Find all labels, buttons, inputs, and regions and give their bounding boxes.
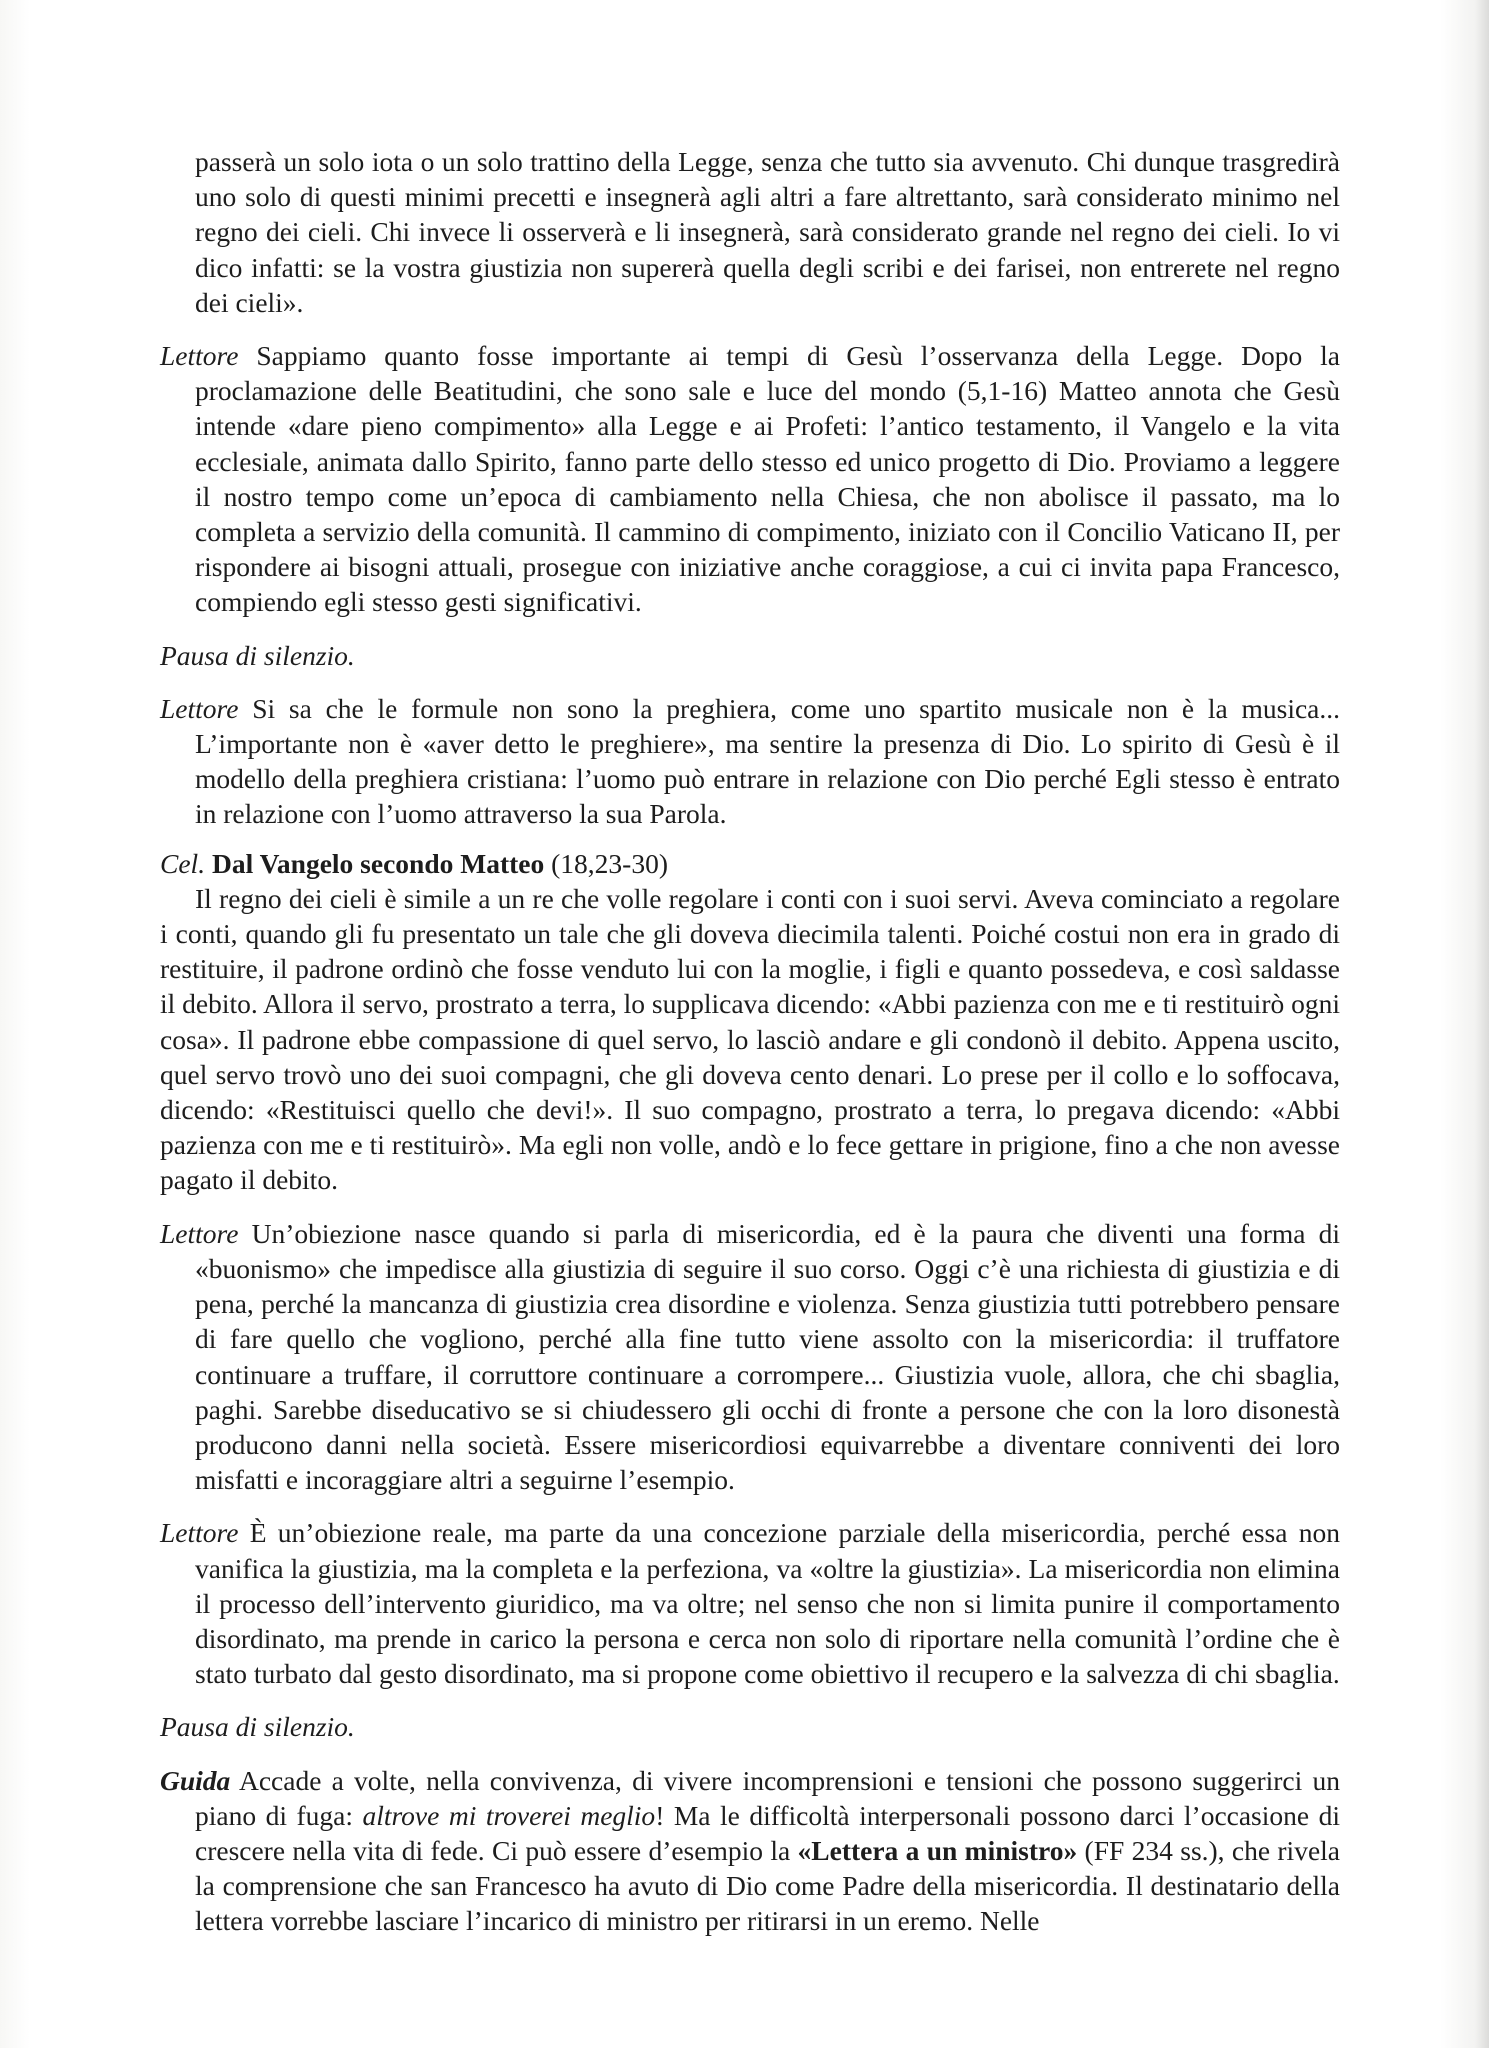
page-edge-shadow <box>1475 0 1489 2048</box>
paragraph-text: Un’obiezione nasce quando si parla di misericordia, ed è la paura che diventi una forma di «buonismo» che impedisce alla giustizia di seguire il suo corso. Oggi c’è una richiesta di giustizia e di pena, perché la mancanza di giustizia crea disordine e violenza. Senza giustizia tutti potrebbero pensare di fare quello che vogliono, perché alla fine tutto viene assolto con la misericordia: il truffatore continuare a truffare, il corruttore continuare a corrompere... Giustizia vuole, allora, che chi sbaglia, paghi. Sarebbe diseducativo se si chiudessero gli occhi di fronte a persone che con la loro disonestà producono danni nella società. Essere misericordiosi equivarrebbe a diventare conniventi dei loro misfatti e incoraggiare altri a seguirne l’esempio. <box>195 1217 1340 1496</box>
document-body <box>160 144 1340 1939</box>
speaker-label: Lettore <box>160 1517 239 1549</box>
bold-title-reference: «Lettera a un ministro» <box>797 1834 1078 1866</box>
paragraph-text: (FF 234 ss.), che rivela la comprensione che san Francesco ha avuto di Dio come Padre della misericordia. Il destinatario della lettera vorrebbe lasciare l’incarico di ministro per ritirarsi in un eremo. Nelle <box>195 1834 1340 1937</box>
speaker-label: Guida <box>160 1764 231 1796</box>
gospel-reference: (18,23-30) <box>544 847 668 879</box>
gospel-title: Dal Vangelo secondo Matteo <box>211 847 545 879</box>
speaker-label: Cel. <box>160 847 206 879</box>
paragraph-lettore-4 <box>160 1515 1340 1691</box>
paragraph-lettore-3 <box>160 1216 1340 1498</box>
speaker-label: Lettore <box>160 1217 239 1249</box>
paragraph-text: Sappiamo quanto fosse importante ai tempi di Gesù l’osservanza della Legge. Dopo la proclamazione delle Beatitudini, che sono sale e luce del mondo (5,1-16) Matteo annota che Gesù intende «dare pieno compimento» alla Legge e ai Profeti: l’antico testamento, il Vangelo e la vita ecclesiale, animata dallo Spirito, fanno parte dello stesso ed unico progetto di Dio. Proviamo a leggere il nostro tempo come un’epoca di cambiamento nella Chiesa, che non abolisce il passato, ma lo completa a servizio della comunità. Il cammino di compimento, iniziato con il Concilio Vaticano II, per rispondere ai bisogni attuali, prosegue con iniziative anche coraggiose, a cui ci invita papa Francesco, compiendo egli stesso gesti significativi. <box>195 340 1340 618</box>
paragraph-text: Si sa che le formule non sono la preghiera, come uno spartito musicale non è la musica... L’importante non è «aver detto le preghiere», ma sentire la presenza di Dio. Lo spirito di Gesù è il modello della preghiera cristiana: l’uomo può entrare in relazione con Dio perché Egli stesso è entrato in relazione con l’uomo attraverso la sua Parola. <box>195 692 1340 830</box>
paragraph-text: È un’obiezione reale, ma parte da una concezione parziale della misericordia, perché essa non vanifica la giustizia, ma la completa e la perfeziona, va «oltre la giustizia». La misericordia non elimina il processo dell’intervento giuridico, ma va oltre; nel senso che non si limita punire il comportamento disordinato, ma prende in carico la persona e cerca non solo di riportare nella comunità l’ordine che è stato turbato dal gesto disordinato, ma si propone come obiettivo il recupero e la salvezza di chi sbaglia. <box>195 1517 1340 1690</box>
italic-phrase: altrove mi troverei meglio <box>362 1799 656 1831</box>
speaker-label: Lettore <box>160 692 239 724</box>
paragraph-text: Accade a volte, nella convivenza, di vivere incomprensioni e tensioni che possono suggerirci un piano di fuga: <box>195 1764 1340 1831</box>
gospel-heading <box>160 846 1340 881</box>
gospel-text: Il regno dei cieli è simile a un re che volle regolare i conti con i suoi servi. Aveva cominciato a regolare i conti, quando gli fu presentato un tale che gli doveva diecimila talenti. Poiché costui non era in grado di restituire, il padrone ordinò che fosse venduto lui con la moglie, i figli e quanto possedeva, e così saldasse il debito. Allora il servo, prostrato a terra, lo supplicava dicendo: «Abbi pazienza con me e ti restituirò ogni cosa». Il padrone ebbe compassione di quel servo, lo lasciò andare e gli condonò il debito. Appena uscito, quel servo trovò uno dei suoi compagni, che gli doveva cento denari. Lo prese per il collo e lo soffocava, dicendo: «Restituisci quello che devi!». Il suo compagno, prostrato a terra, lo pregava dicendo: «Abbi pazienza con me e ti restituirò». Ma egli non volle, andò e lo fece gettare in prigione, fino a che non avesse pagato il debito. <box>160 882 1340 1196</box>
paragraph-lettore-2 <box>160 691 1340 832</box>
paragraph-text: ! Ma le difficoltà interpersonali possono darci l’occasione di crescere nella vita di fede. Ci può essere d’esempio la <box>195 1799 1340 1866</box>
paragraph-text: passerà un solo iota o un solo trattino della Legge, senza che tutto sia avvenuto. Chi dunque trasgredirà uno solo di questi minimi precetti e insegnerà agli altri a fare altrettanto, sarà considerato minimo nel regno dei cieli. Chi invece li osserverà e li insegnerà, sarà considerato grande nel regno dei cieli. Io vi dico infatti: se la vostra giustizia non supererà quella degli scribi e dei farisei, non entrerete nel regno dei cieli». <box>195 146 1340 318</box>
paragraph-gospel-continuation <box>160 144 1340 320</box>
paragraph-lettore-1 <box>160 338 1340 620</box>
speaker-label: Lettore <box>160 340 239 372</box>
pause-note: Pausa di silenzio. <box>160 1711 355 1743</box>
pause-note: Pausa di silenzio. <box>160 639 355 671</box>
paragraph-guida <box>160 1763 1340 1939</box>
